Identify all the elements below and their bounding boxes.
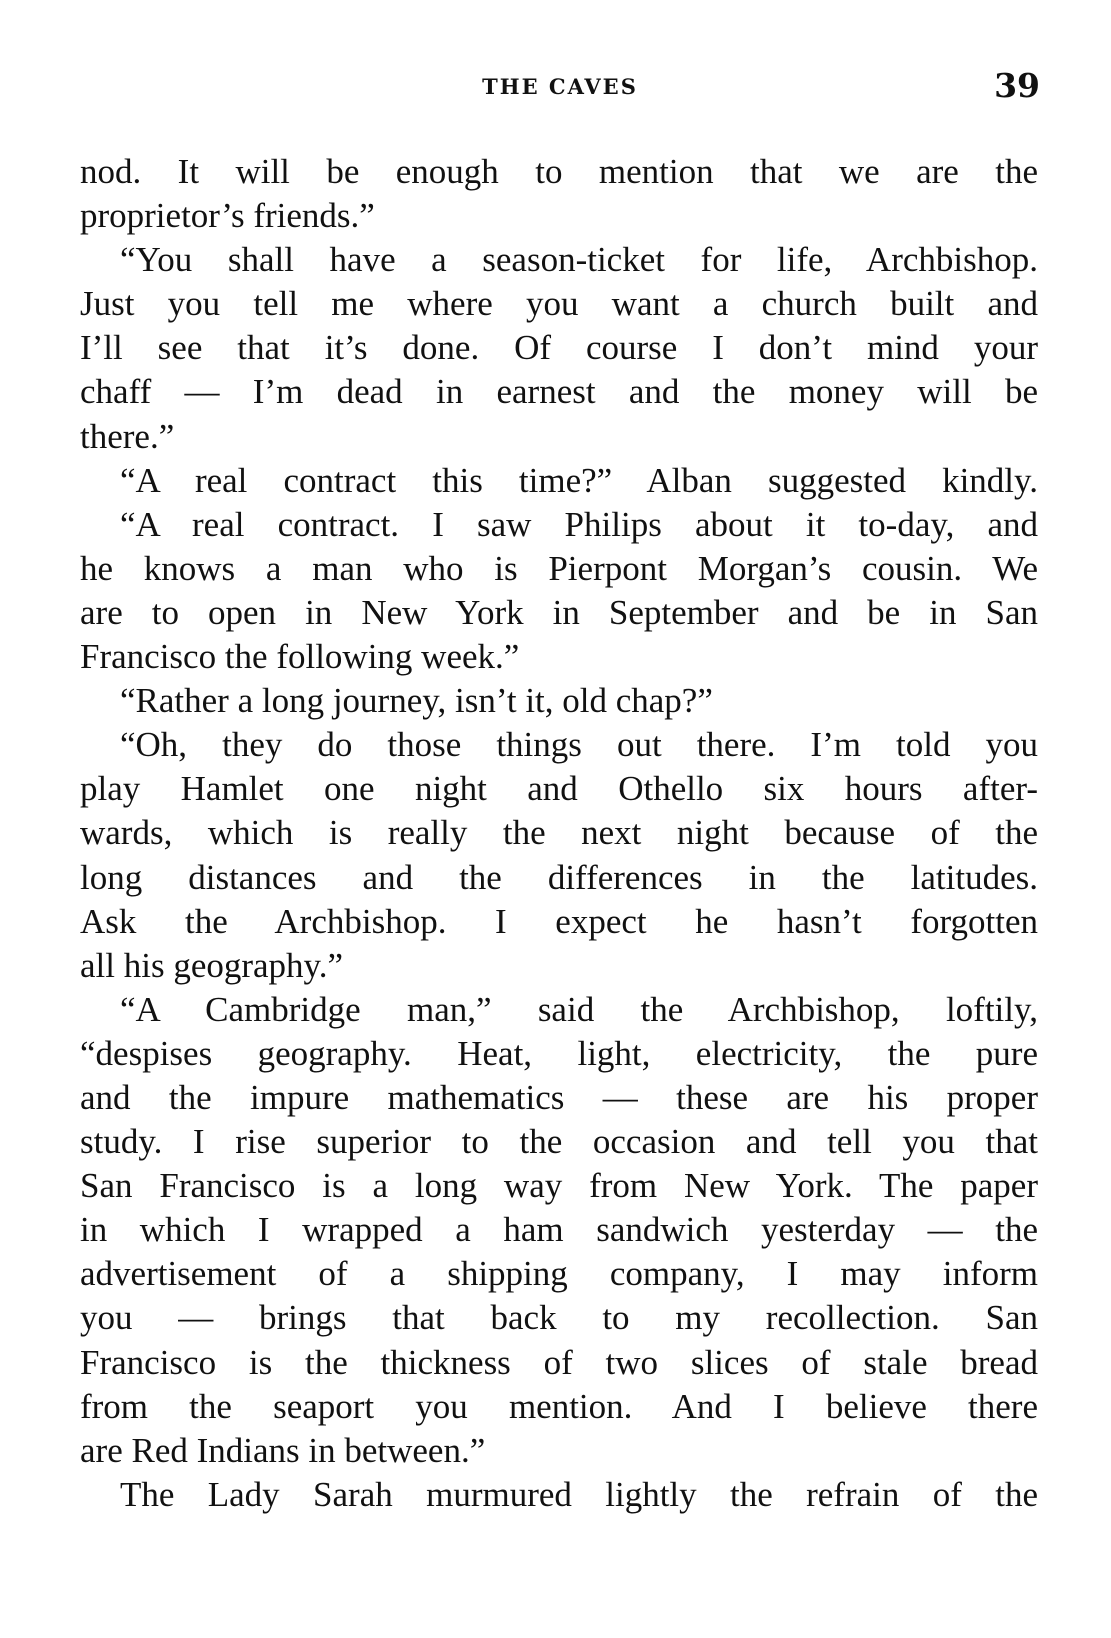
text-line: Ask the Archbishop. I expect he hasn’t forgotten bbox=[80, 901, 1038, 941]
text-line: “Oh, they do those things out there. I’m told you bbox=[120, 725, 1038, 765]
text-line: Francisco is the thickness of two slices of stale bread bbox=[80, 1342, 1038, 1382]
text-line: I’ll see that it’s done. Of course I don’t mind your bbox=[80, 328, 1038, 368]
text-line: “despises geography. Heat, light, electricity, the pure bbox=[80, 1033, 1038, 1073]
text-line: and the impure mathematics — these are his proper bbox=[80, 1077, 1038, 1117]
text-line: you — brings that back to my recollection. San bbox=[80, 1298, 1038, 1338]
text-line: all his geography.” bbox=[80, 945, 344, 985]
text-line: San Francisco is a long way from New York. The paper bbox=[80, 1166, 1038, 1206]
text-line: The Lady Sarah murmured lightly the refrain of the bbox=[120, 1474, 1038, 1514]
text-line: from the seaport you mention. And I believe there bbox=[80, 1386, 1038, 1426]
text-line: wards, which is really the next night because of the bbox=[80, 813, 1038, 853]
text-line: there.” bbox=[80, 416, 175, 456]
text-line: “A real contract. I saw Philips about it to-day, and bbox=[120, 504, 1038, 544]
page-number: 39 bbox=[994, 66, 1040, 105]
text-line: he knows a man who is Pierpont Morgan’s cousin. We bbox=[80, 548, 1038, 588]
body-text bbox=[80, 150, 1038, 1517]
text-line: “You shall have a season-ticket for life, Archbishop. bbox=[120, 240, 1038, 280]
text-line: nod. It will be enough to mention that we are the bbox=[80, 152, 1038, 191]
text-line: proprietor’s friends.” bbox=[80, 196, 375, 236]
text-line: study. I rise superior to the occasion and tell you that bbox=[80, 1122, 1038, 1162]
text-line: are Red Indians in between.” bbox=[80, 1430, 486, 1470]
text-line: “A real contract this time?” Alban suggested kindly. bbox=[120, 460, 1038, 500]
text-line: in which I wrapped a ham sandwich yesterday — the bbox=[80, 1210, 1038, 1250]
text-line: advertisement of a shipping company, I may inform bbox=[80, 1254, 1038, 1294]
text-line: Francisco the following week.” bbox=[80, 637, 520, 677]
text-line: are to open in New York in September and be in San bbox=[80, 592, 1038, 632]
page-header bbox=[80, 68, 1040, 108]
text-line: long distances and the differences in the latitudes. bbox=[80, 857, 1038, 897]
text-line: play Hamlet one night and Othello six hours after- bbox=[80, 769, 1038, 809]
text-line: “A Cambridge man,” said the Archbishop, loftily, bbox=[120, 989, 1038, 1029]
running-title: THE CAVES bbox=[482, 74, 638, 99]
text-line: “Rather a long journey, isn’t it, old chap?” bbox=[120, 681, 713, 721]
text-line: chaff — I’m dead in earnest and the money will be bbox=[80, 372, 1038, 412]
text-line: Just you tell me where you want a church built and bbox=[80, 284, 1038, 324]
